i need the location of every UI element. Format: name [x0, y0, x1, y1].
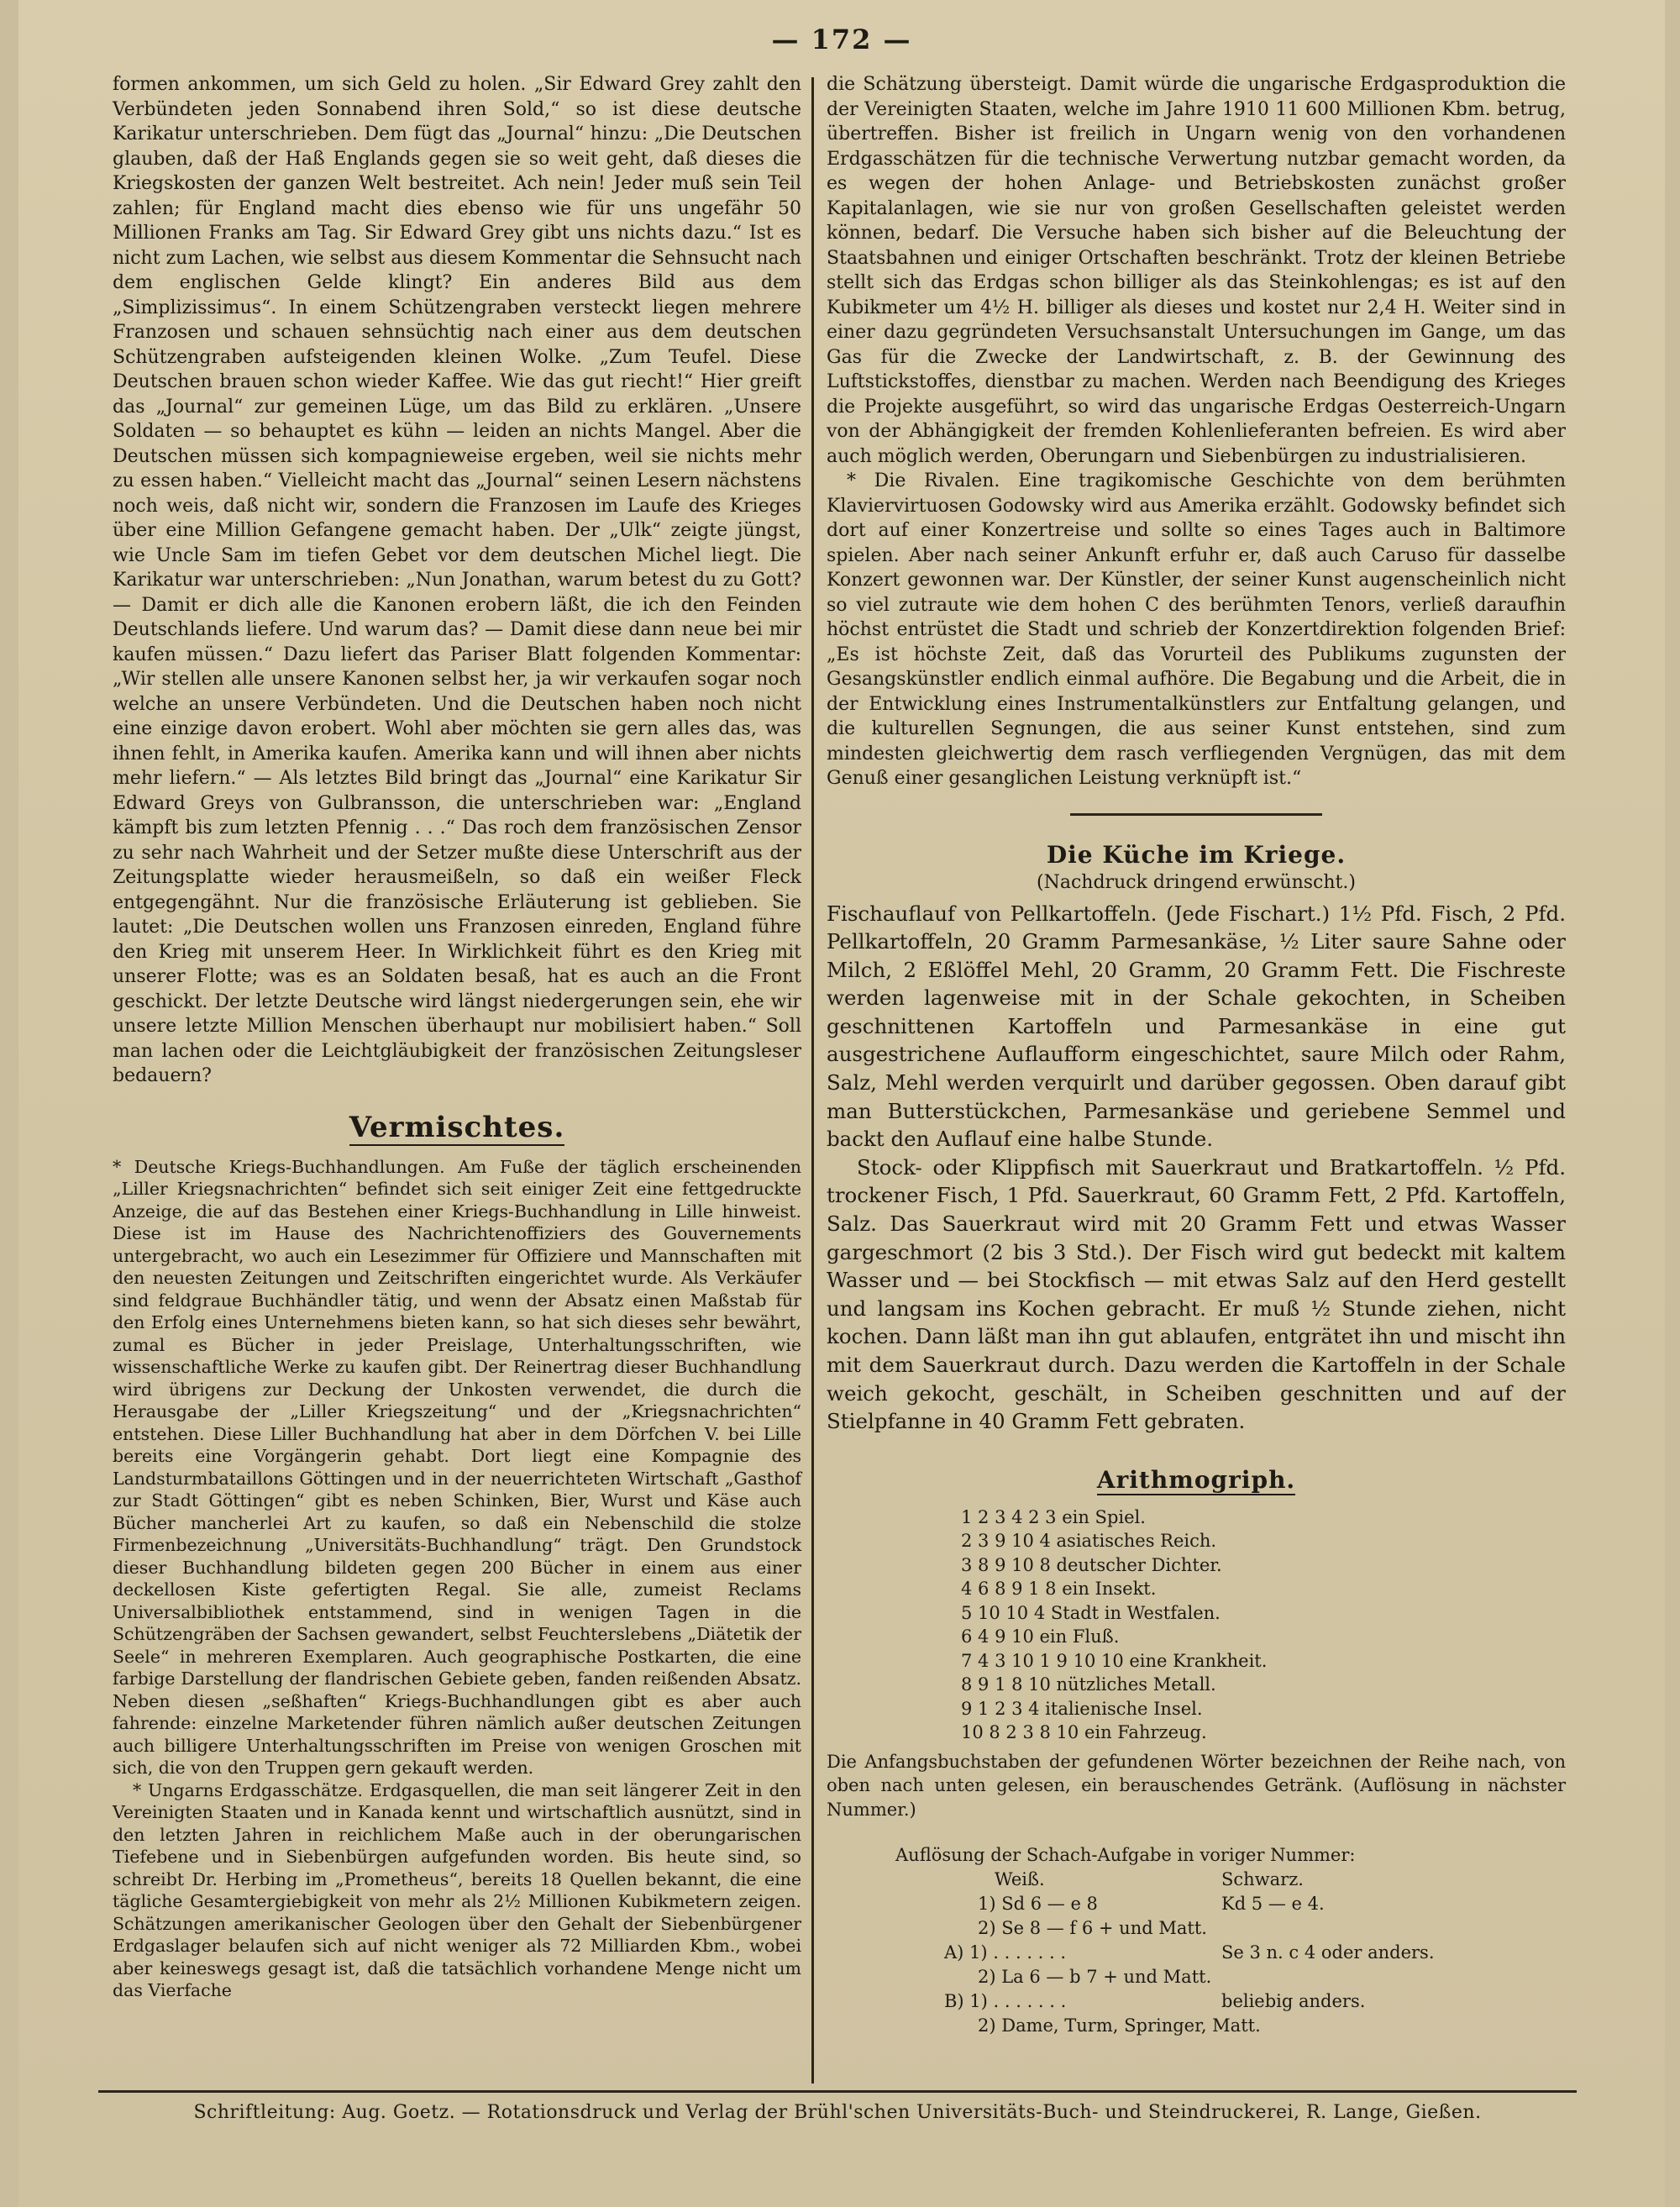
puzzle-row: 2 3 9 10 4 asiatisches Reich. — [961, 1531, 1217, 1552]
solution-line — [827, 1989, 1566, 2014]
recipe-stockfisch: Stock- oder Klippfisch mit Sauerkraut und Bratkartoffeln. ½ Pfd. trockener Fisch, 1 Pfd. Sauerkraut, 60 Gramm Fett, 2 Pfd. Kartoffeln, Salz. Das Sauerkraut wird mit 20 Gramm Fett und etwas Wasser gargeschmort (2 bis 3 Std.). Der Fisch wird gut bedeckt mit kaltem Wasser und — bei Stockfisch — mit etwas Salz auf den Herd gestellt und langsam ins Kochen gebracht. Er muß ½ Stunde ziehen, nicht kochen. Dann läßt man ihn gut ablaufen, entgrätet ihn und mischt ihn mit dem Sauerkraut durch. Dazu werden die Kartoffeln in der Schale weich gekocht, geschält, in Scheiben geschnitten und auf der Stielpfanne in 40 Gramm Fett gebraten. — [827, 1154, 1566, 1434]
footer-rule — [98, 2090, 1577, 2093]
continued-article — [113, 72, 801, 1089]
puzzle-row: 6 4 9 10 ein Fluß. — [961, 1626, 1120, 1647]
puzzle-row: 8 9 1 8 10 nützliches Metall. — [961, 1674, 1216, 1695]
newspaper-page — [18, 0, 1665, 2207]
solution-line — [827, 1916, 1566, 1941]
imprint-footer: Schriftleitung: Aug. Goetz. — Rotationsdruck und Verlag der Brühl'schen Universitäts-Buch- und Steindruckerei, R. Lange, Gießen. — [193, 2102, 1482, 2123]
right-column — [827, 72, 1566, 2038]
recipe-fischauflauf: Fischauflauf von Pellkartoffeln. (Jede Fischart.) 1½ Pfd. Fisch, 2 Pfd. Pellkartoffeln, 20 Gramm Parmesankäse, ½ Liter saure Sahne oder Milch, 2 Eßlöffel Mehl, 20 Gramm, 20 Gramm Fett. Die Fischreste werden lagenweise mit in der Schale gekochten, in Scheiben geschnittenen Kartoffeln und Parmesankäse in eine gut ausgestrichene Auflaufform eingeschichtet, saure Milch oder Rahm, Salz, Mehl werden verquirlt und darüber gegossen. Oben darauf gibt man Butterstückchen, Parmesankäse und geriebene Semmel und backt den Auflauf eine halbe Stunde. — [827, 901, 1566, 1152]
white-move: 2) La 6 — b 7 + und Matt. — [978, 1967, 1212, 1988]
article-erdgasschaetze: * Ungarns Erdgasschätze. Erdgasquellen, die man seit längerer Zeit in den Vereinigten Staaten und in Kanada kennt und wirtschaftlich ausnützt, sind in den letzten Jahren in reichlichem Maße auch in der oberungarischen Tiefebene und in Siebenbürgen aufgefunden worden. Bis heute sind, so schreibt Dr. Herbing im „Prometheus“, bereits 18 Quellen bekannt, die eine tägliche Gesamtergiebigkeit von mehr als 2½ Millionen Kubikmetern zeigen. Schätzungen amerikanischer Geologen über den Gehalt der Siebenbürgener Erdgaslager belaufen sich auf nicht weniger als 72 Milliarden Kbm., wobei aber keineswegs gesagt ist, daß die tatsächlich vorhandene Menge nicht um das Vierfache — [113, 1779, 801, 2000]
white-move: 1) Sd 6 — e 8 — [978, 1894, 1098, 1915]
vermischtes-section — [113, 1156, 801, 2002]
puzzle-title: Arithmogriph. — [1096, 1465, 1296, 1494]
black-move: Se 3 n. c 4 oder anders. — [1221, 1942, 1435, 1963]
puzzle-row: 4 6 8 9 1 8 ein Insekt. — [961, 1579, 1157, 1600]
kitchen-heading — [827, 841, 1566, 869]
erdgas-continuation-text: die Schätzung übersteigt. Damit würde die ungarische Erdgasproduktion die der Vereinigten Staaten, welche im Jahre 1910 11 600 Millionen Kbm. betrug, übertreffen. Bisher ist freilich in Ungarn wenig von den vorhandenen Erdgasschätzen für die technische Verwertung nutzbar gemacht worden, da es wegen der hohen Anlage- und Betriebskosten zunächst großer Kapitalanlagen, wie sie nur von großen Gesellschaften geleistet werden können, bedarf. Die Versuche haben sich bisher auf die Beleuchtung der Staatsbahnen und einiger Ortschaften beschränkt. Trotz der kleinen Betriebe stellt sich das Erdgas schon billiger als das Steinkohlengas; es ist auf den Kubikmeter um 4½ H. billiger als dieses und kostet nur 2,4 H. Weiter sind in einer dazu gegründeten Versuchsanstalt Untersuchungen im Gange, um das Gas für die Zwecke der Landwirtschaft, z. B. der Gewinnung des Luftstickstoffes, dienstbar zu machen. Werden nach Beendigung des Krieges die Projekte ausgeführt, so wird das ungarische Erdgas Oesterreich-Ungarn von der Abhängigkeit der fremden Kohlenlieferanten befreien. Es wird aber auch möglich werden, Oberungarn und Siebenbürgen zu industrialisieren. — [827, 74, 1566, 467]
solution-line — [827, 1892, 1566, 1916]
puzzle-row: 3 8 9 10 8 deutscher Dichter. — [961, 1554, 1222, 1575]
puzzle-row: 1 2 3 4 2 3 ein Spiel. — [961, 1506, 1146, 1527]
black-label: Schwarz. — [1221, 1869, 1304, 1890]
recipes-section — [827, 900, 1566, 1436]
puzzle-row: 10 8 2 3 8 10 ein Fahrzeug. — [961, 1722, 1207, 1743]
puzzle-instruction: Die Anfangsbuchstaben der gefundenen Wörter bezeichnen der Reihe nach, von oben nach unten gelesen, ein berauschendes Getränk. (Auflösung in nächster Nummer.) — [827, 1751, 1566, 1820]
puzzle-row: 9 1 2 3 4 italienische Insel. — [961, 1698, 1203, 1719]
white-move: 2) Se 8 — f 6 + und Matt. — [978, 1918, 1207, 1939]
black-move: beliebig anders. — [1221, 1991, 1366, 2012]
arithmogriph-puzzle — [827, 1505, 1566, 1822]
puzzle-row: 5 10 10 4 Stadt in Westfalen. — [961, 1602, 1221, 1623]
vermischtes-heading — [113, 1111, 801, 1144]
article-rivalen: * Die Rivalen. Eine tragikomische Geschichte von dem berühmten Klaviervirtuosen Godowsky wird aus Amerika erzählt. Godowsky befindet sich dort auf einer Konzertreise und sollte so eines Tages auch in Baltimore spielen. Aber nach seiner Ankunft erfuhr er, daß auch Caruso für dasselbe Konzert gewonnen war. Der Künstler, der seiner Kunst augenscheinlich nicht so viel zutraute wie dem hohen C des berühmten Tenors, verließ daraufhin höchst entrüstet die Stadt und schrieb der Konzertdirektion folgenden Brief: „Es ist höchste Zeit, daß das Vorurteil des Publikums zugunsten der Gesangskünstler endlich einmal aufhöre. Die Begabung und die Arbeit, die in der Entwicklung eines Instrumentalkünstlers zur Entfaltung gelangen, und die kulturellen Segnungen, die aus seiner Kunst entstehen, sind zum mindesten gleichwertig dem rasch verfliegenden Vergnügen, das mit dem Genuß einer gesanglichen Leistung verknüpft ist.“ — [827, 470, 1566, 789]
solution-header-row — [827, 1868, 1566, 1892]
continued-erdgas-article — [827, 72, 1566, 791]
solution-line — [827, 2014, 1566, 2038]
solution-title: Auflösung der Schach-Aufgabe in voriger Nummer: — [895, 1845, 1356, 1866]
chess-solution — [827, 1843, 1566, 2038]
column-divider — [811, 77, 814, 2084]
white-move: B) 1) . . . . . . . — [944, 1991, 1067, 2012]
kitchen-subtitle: (Nachdruck dringend erwünscht.) — [1037, 871, 1356, 893]
kitchen-title: Die Küche im Kriege. — [1046, 840, 1347, 869]
article-continuation-text: formen ankommen, um sich Geld zu holen. „Sir Edward Grey zahlt den Verbündeten jeden Sonnabend ihren Sold,“ so ist diese deutsche Karikatur unterschrieben. Dem fügt das „Journal“ hinzu: „Die Deutschen glauben, daß der Haß Englands gegen sie so weit geht, daß dieses die Kriegskosten der ganzen Welt bestreitet. Ach nein! Jeder muß sein Teil zahlen; für England macht dies ebenso wie für uns ungefähr 50 Millionen Franks am Tag. Sir Edward Grey gibt uns nichts dazu.“ Ist es nicht zum Lachen, wie selbst aus diesem Kommentar die Sehnsucht nach dem englischen Gelde klingt? Ein anderes Bild aus dem „Simplizissimus“. In einem Schützengraben versteckt liegen mehrere Franzosen und schauen sehnsüchtig nach einer aus dem deutschen Schützengraben aufsteigenden kleinen Wolke. „Zum Teufel. Diese Deutschen brauen schon wieder Kaffee. Wie das gut riecht!“ Hier greift das „Journal“ zur gemeinen Lüge, um das Bild zu erklären. „Unsere Soldaten — so behauptet es kühn — leiden an nichts Mangel. Aber die Deutschen müssen sich kompagnieweise ergeben, weil sie nichts mehr zu essen haben.“ Vielleicht macht das „Journal“ seinen Lesern nächstens noch weis, daß nicht wir, sondern die Franzosen im Laufe des Krieges über eine Million Gefangene gemacht haben. Der „Ulk“ zeigte jüngst, wie Uncle Sam im tiefen Gebet vor dem deutschen Michel liegt. Die Karikatur war unterschrieben: „Nun Jonathan, warum betest du zu Gott? — Damit er dich alle die Kanonen erobern läßt, die ich den Feinden Deutschlands liefere. Und warum das? — Damit diese dann neue bei mir kaufen müssen.“ Dazu liefert das Pariser Blatt folgenden Kommentar: „Wir stellen alle unsere Kanonen selbst her, ja wir verkaufen sogar noch welche an unsere Verbündeten. Und die Deutschen haben noch nicht eine einzige davon erobert. Wohl aber möchten sie gern alles das, was ihnen fehlt, in Amerika kaufen. Amerika kann und will ihnen aber nichts mehr liefern.“ — Als letztes Bild bringt das „Journal“ eine Karikatur Sir Edward Greys von Gulbransson, die unterschrieben war: „England kämpft bis zum letzten Pfennig . . .“ Das roch dem französischen Zensor zu sehr nach Wahrheit und der Setzer mußte diese Unterschrift aus der Zeitungsplatte wieder herausmeißeln, so daß ein weißer Fleck entgegengähnt. Nur die französische Erläuterung ist geblieben. Sie lautet: „Die Deutschen wollen uns Franzosen einreden, England führe den Krieg mit unserem Heer. In Wirklichkeit führt es den Krieg mit unserer Flotte; was es an Soldaten besaß, hat es auch an die Front geschickt. Der letzte Deutsche wird längst niedergerungen sein, ehe wir unsere letzte Million Menschen überhaupt nur mobilisiert haben.“ Soll man lachen oder die Leichtgläubigkeit der französischen Zeitungsleser bedauern? — [113, 74, 801, 1086]
puzzle-heading — [827, 1466, 1566, 1494]
section-rule — [1070, 813, 1322, 816]
solution-line — [827, 1941, 1566, 1965]
page-number: — 172 — — [771, 24, 912, 55]
black-move: Kd 5 — e 4. — [1221, 1894, 1325, 1915]
puzzle-row: 7 4 3 10 1 9 10 10 eine Krankheit. — [961, 1650, 1268, 1671]
white-label: Weiß. — [995, 1869, 1045, 1890]
solution-line — [827, 1965, 1566, 1989]
vermischtes-title: Vermischtes. — [349, 1110, 565, 1144]
white-move: A) 1) . . . . . . . — [944, 1942, 1067, 1963]
white-move: 2) Dame, Turm, Springer, Matt. — [978, 2015, 1261, 2036]
article-kriegs-buchhandlungen: * Deutsche Kriegs-Buchhandlungen. Am Fuße der täglich erscheinenden „Liller Kriegsnachrichten“ befindet sich seit einiger Zeit eine fettgedruckte Anzeige, die auf das Bestehen einer Kriegs-Buchhandlung in Lille hinweist. Diese ist im Hause des Nachrichtenoffiziers des Gouvernements untergebracht, wo auch ein Lesezimmer für Offiziere und Mannschaften mit den neuesten Zeitungen und Zeitschriften eingerichtet wurde. Als Verkäufer sind feldgraue Buchhändler tätig, und wenn der Absatz einen Maßstab für den Erfolg eines Unternehmens bieten kann, so hat sich dieses sehr bewährt, zumal es Bücher in jeder Preislage, Unterhaltungsschriften, wie wissenschaftliche Werke zu kaufen gibt. Der Reinertrag dieser Buchhandlung wird übrigens zur Deckung der Unkosten verwendet, die durch die Herausgabe der „Liller Kriegszeitung“ und der „Kriegsnachrichten“ entstehen. Diese Liller Buchhandlung hat aber in dem Dörfchen V. bei Lille bereits eine Vorgängerin gehabt. Dort liegt eine Kompagnie des Landsturmbataillons Göttingen und in der neuerrichteten Wirtschaft „Gasthof zur Stadt Göttingen“ gibt es neben Schinken, Bier, Wurst und Käse auch Bücher mancherlei Art zu kaufen, so daß ein Nebenschild die stolze Firmenbezeichnung „Universitäts-Buchhandlung“ trägt. Den Grundstock dieser Buchhandlung bildeten gegen 200 Bücher in einem aus einer deckellosen Kiste gefertigten Regal. Sie alle, zumeist Reclams Universalbibliothek entstammend, sind in wenigen Tagen in die Schützengräben der Sachsen gewandert, selbst Feuchterslebens „Diätetik der Seele“ in mehreren Exemplaren. Auch geographische Postkarten, die eine farbige Darstellung der flandrischen Gebiete geben, fanden reißenden Absatz. Neben diesen „seßhaften“ Kriegs-Buchhandlungen gibt es aber auch fahrende: einzelne Marketender führen nämlich außer deutschen Zeitungen auch billigere Unterhaltungsschriften im Preise von wenigen Groschen mit sich, die von den Truppen gern gekauft werden. — [113, 1156, 801, 1778]
left-column — [113, 72, 801, 2002]
